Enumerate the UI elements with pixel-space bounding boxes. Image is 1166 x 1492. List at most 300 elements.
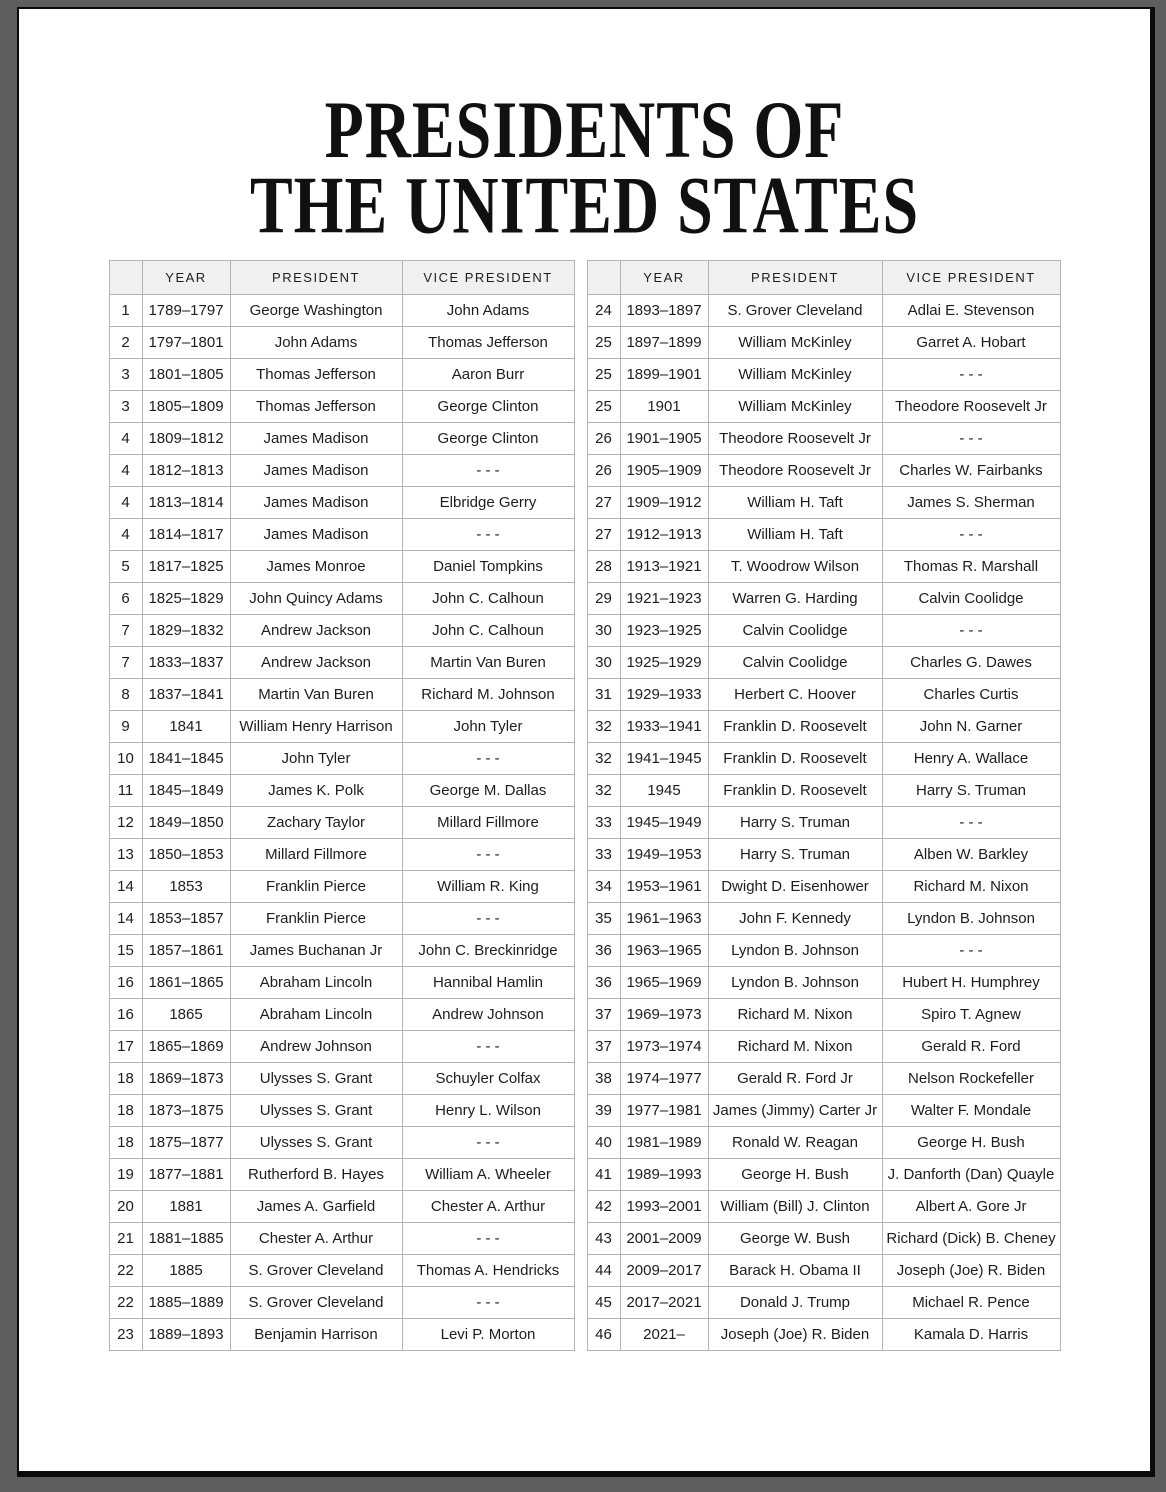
table-cell: 1805–1809 [142,390,230,422]
table-row [587,710,1060,742]
table-cell: 32 [587,710,620,742]
table-cell: Millard Fillmore [230,838,402,870]
table-cell: 25 [587,326,620,358]
table-cell: 7 [109,646,142,678]
table-cell: 1965–1969 [620,966,708,998]
table-cell: J. Danforth (Dan) Quayle [882,1158,1060,1190]
table-cell: Rutherford B. Hayes [230,1158,402,1190]
table-cell: Benjamin Harrison [230,1318,402,1350]
table-cell: - - - [402,1030,574,1062]
table-row [109,1190,574,1222]
table-cell: 33 [587,838,620,870]
table-cell: William H. Taft [708,486,882,518]
table-cell: George Clinton [402,390,574,422]
table-row [109,902,574,934]
table-cell: - - - [402,454,574,486]
table-cell: 9 [109,710,142,742]
table-cell: 12 [109,806,142,838]
table-cell: 1993–2001 [620,1190,708,1222]
table-cell: 2021– [620,1318,708,1350]
table-row [587,326,1060,358]
table-row [109,678,574,710]
table-cell: 1941–1945 [620,742,708,774]
table-row [587,966,1060,998]
table-row [109,870,574,902]
table-row [587,870,1060,902]
table-cell: 19 [109,1158,142,1190]
table-cell: James K. Polk [230,774,402,806]
table-cell: 1963–1965 [620,934,708,966]
table-cell: William R. King [402,870,574,902]
table-cell: 2017–2021 [620,1286,708,1318]
table-cell: 30 [587,614,620,646]
table-row [587,1222,1060,1254]
column-header [109,260,142,294]
table-cell: - - - [402,518,574,550]
table-cell: 1837–1841 [142,678,230,710]
table-row [587,1286,1060,1318]
table-cell: 45 [587,1286,620,1318]
table-cell: 18 [109,1062,142,1094]
table-cell: 41 [587,1158,620,1190]
table-row [109,1318,574,1350]
table-cell: Franklin D. Roosevelt [708,710,882,742]
table-cell: 33 [587,806,620,838]
table-cell: Lyndon B. Johnson [708,966,882,998]
table-cell: John Adams [230,326,402,358]
table-cell: - - - [402,1126,574,1158]
table-row [109,838,574,870]
table-cell: 1901 [620,390,708,422]
table-row [587,678,1060,710]
table-cell: Ulysses S. Grant [230,1062,402,1094]
table-cell: 5 [109,550,142,582]
table-row [109,710,574,742]
table-cell: George H. Bush [708,1158,882,1190]
table-cell: 1885 [142,1254,230,1286]
table-cell: Spiro T. Agnew [882,998,1060,1030]
column-header: YEAR [620,260,708,294]
table-cell: Ronald W. Reagan [708,1126,882,1158]
table-cell: James (Jimmy) Carter Jr [708,1094,882,1126]
table-row [109,1222,574,1254]
table-cell: 1873–1875 [142,1094,230,1126]
table-row [587,742,1060,774]
table-cell: 1989–1993 [620,1158,708,1190]
table-row [587,1318,1060,1350]
table-cell: Richard M. Nixon [708,1030,882,1062]
table-cell: George W. Bush [708,1222,882,1254]
table-cell: 1865 [142,998,230,1030]
table-cell: 23 [109,1318,142,1350]
table-row [587,358,1060,390]
table-cell: Hannibal Hamlin [402,966,574,998]
table-cell: 1921–1923 [620,582,708,614]
table-row [109,518,574,550]
table-cell: 13 [109,838,142,870]
table-cell: Theodore Roosevelt Jr [882,390,1060,422]
table-cell: 1973–1974 [620,1030,708,1062]
table-cell: Michael R. Pence [882,1286,1060,1318]
table-cell: Andrew Jackson [230,614,402,646]
table-cell: Nelson Rockefeller [882,1062,1060,1094]
table-cell: 1923–1925 [620,614,708,646]
table-cell: William (Bill) J. Clinton [708,1190,882,1222]
column-header: VICE PRESIDENT [402,260,574,294]
table-row [109,614,574,646]
table-cell: 1853–1857 [142,902,230,934]
table-cell: 1789–1797 [142,294,230,326]
table-cell: George Washington [230,294,402,326]
table-cell: - - - [402,1286,574,1318]
table-cell: George Clinton [402,422,574,454]
table-row [109,1286,574,1318]
table-cell: Harry S. Truman [708,838,882,870]
table-cell: 46 [587,1318,620,1350]
table-cell: Hubert H. Humphrey [882,966,1060,998]
table-row [587,1030,1060,1062]
table-cell: 16 [109,998,142,1030]
header-row [109,260,574,294]
table-cell: 1825–1829 [142,582,230,614]
table-row [109,742,574,774]
column-header: YEAR [142,260,230,294]
table-cell: 28 [587,550,620,582]
table-row [587,294,1060,326]
table-cell: 1929–1933 [620,678,708,710]
table-row [587,1062,1060,1094]
table-cell: 17 [109,1030,142,1062]
table-cell: 1841–1845 [142,742,230,774]
table-row [109,934,574,966]
table-cell: 7 [109,614,142,646]
table-row [109,422,574,454]
table-cell: 1885–1889 [142,1286,230,1318]
table-row [587,390,1060,422]
table-cell: 1925–1929 [620,646,708,678]
table-cell: Aaron Burr [402,358,574,390]
table-cell: 1861–1865 [142,966,230,998]
table-cell: - - - [882,806,1060,838]
table-cell: Daniel Tompkins [402,550,574,582]
table-row [109,294,574,326]
table-row [109,1254,574,1286]
table-cell: James A. Garfield [230,1190,402,1222]
table-cell: Martin Van Buren [230,678,402,710]
table-cell: 25 [587,358,620,390]
table-cell: 1949–1953 [620,838,708,870]
table-cell: Franklin D. Roosevelt [708,774,882,806]
table-row [109,646,574,678]
table-row [587,1126,1060,1158]
table-cell: 1812–1813 [142,454,230,486]
table-cell: 4 [109,422,142,454]
table-cell: - - - [882,422,1060,454]
table-row [587,1094,1060,1126]
table-cell: Charles Curtis [882,678,1060,710]
table-row [109,806,574,838]
table-cell: 1912–1913 [620,518,708,550]
title-line-2: THE UNITED STATES [249,159,920,251]
table-cell: 37 [587,1030,620,1062]
table-cell: 1981–1989 [620,1126,708,1158]
table-cell: 1797–1801 [142,326,230,358]
table-cell: 1945 [620,774,708,806]
table-cell: 1881–1885 [142,1222,230,1254]
table-cell: S. Grover Cleveland [230,1254,402,1286]
document-page [17,7,1155,1477]
table-cell: 1857–1861 [142,934,230,966]
table-cell: Albert A. Gore Jr [882,1190,1060,1222]
table-cell: 29 [587,582,620,614]
table-cell: - - - [882,358,1060,390]
table-cell: Walter F. Mondale [882,1094,1060,1126]
table-cell: 2 [109,326,142,358]
table-cell: Zachary Taylor [230,806,402,838]
table-cell: 1853 [142,870,230,902]
table-cell: 27 [587,486,620,518]
table-cell: John F. Kennedy [708,902,882,934]
table-row [109,454,574,486]
table-cell: 35 [587,902,620,934]
table-cell: 1969–1973 [620,998,708,1030]
column-header: PRESIDENT [230,260,402,294]
table-cell: 2001–2009 [620,1222,708,1254]
table-cell: James Monroe [230,550,402,582]
table-cell: Kamala D. Harris [882,1318,1060,1350]
table-cell: 1974–1977 [620,1062,708,1094]
table-cell: Lyndon B. Johnson [708,934,882,966]
table-row [587,1158,1060,1190]
table-cell: 42 [587,1190,620,1222]
table-cell: William A. Wheeler [402,1158,574,1190]
table-cell: Henry A. Wallace [882,742,1060,774]
table-cell: S. Grover Cleveland [230,1286,402,1318]
table-cell: 1945–1949 [620,806,708,838]
table-cell: 4 [109,486,142,518]
table-cell: John Tyler [402,710,574,742]
table-cell: Adlai E. Stevenson [882,294,1060,326]
table-cell: Thomas Jefferson [230,358,402,390]
table-cell: George H. Bush [882,1126,1060,1158]
table-cell: 1897–1899 [620,326,708,358]
table-cell: 1 [109,294,142,326]
table-cell: John Adams [402,294,574,326]
table-cell: 4 [109,454,142,486]
table-cell: Barack H. Obama II [708,1254,882,1286]
table-cell: George M. Dallas [402,774,574,806]
table-cell: William McKinley [708,358,882,390]
table-cell: 1953–1961 [620,870,708,902]
table-cell: 1817–1825 [142,550,230,582]
table-cell: Theodore Roosevelt Jr [708,454,882,486]
table-cell: James Madison [230,454,402,486]
table-cell: 1813–1814 [142,486,230,518]
header-row [587,260,1060,294]
table-row [587,518,1060,550]
table-cell: Harry S. Truman [882,774,1060,806]
table-cell: Gerald R. Ford Jr [708,1062,882,1094]
table-row [587,1254,1060,1286]
table-cell: Thomas Jefferson [230,390,402,422]
table-cell: 26 [587,454,620,486]
table-cell: 1905–1909 [620,454,708,486]
table-cell: 14 [109,870,142,902]
table-row [109,486,574,518]
table-cell: 11 [109,774,142,806]
table-cell: Calvin Coolidge [708,646,882,678]
page-title [19,84,1150,251]
table-cell: 14 [109,902,142,934]
table-cell: 34 [587,870,620,902]
presidents-table-left [109,260,575,1351]
table-cell: William H. Taft [708,518,882,550]
table-cell: Schuyler Colfax [402,1062,574,1094]
table-cell: Alben W. Barkley [882,838,1060,870]
table-cell: James Buchanan Jr [230,934,402,966]
table-cell: William McKinley [708,390,882,422]
table-cell: 27 [587,518,620,550]
table-cell: Andrew Johnson [402,998,574,1030]
table-cell: Richard M. Nixon [882,870,1060,902]
table-cell: John Quincy Adams [230,582,402,614]
table-cell: 36 [587,966,620,998]
table-cell: 32 [587,774,620,806]
table-cell: 1899–1901 [620,358,708,390]
column-header [587,260,620,294]
table-cell: 1829–1832 [142,614,230,646]
table-cell: Charles G. Dawes [882,646,1060,678]
table-cell: Harry S. Truman [708,806,882,838]
table-cell: 37 [587,998,620,1030]
table-cell: - - - [882,518,1060,550]
table-cell: 21 [109,1222,142,1254]
table-cell: 10 [109,742,142,774]
table-row [109,1158,574,1190]
table-cell: Lyndon B. Johnson [882,902,1060,934]
table-cell: 24 [587,294,620,326]
table-cell: William McKinley [708,326,882,358]
table-row [587,422,1060,454]
table-cell: Richard M. Johnson [402,678,574,710]
table-cell: 43 [587,1222,620,1254]
table-cell: James Madison [230,518,402,550]
table-row [109,1030,574,1062]
table-cell: 31 [587,678,620,710]
column-header: PRESIDENT [708,260,882,294]
table-row [587,998,1060,1030]
table-row [587,838,1060,870]
table-cell: 3 [109,390,142,422]
table-cell: 2009–2017 [620,1254,708,1286]
table-cell: Dwight D. Eisenhower [708,870,882,902]
table-cell: 3 [109,358,142,390]
table-cell: 18 [109,1126,142,1158]
table-cell: Joseph (Joe) R. Biden [882,1254,1060,1286]
table-cell: Levi P. Morton [402,1318,574,1350]
table-cell: Thomas R. Marshall [882,550,1060,582]
table-cell: 22 [109,1254,142,1286]
table-cell: 1893–1897 [620,294,708,326]
table-row [109,1094,574,1126]
table-cell: Abraham Lincoln [230,998,402,1030]
table-cell: Charles W. Fairbanks [882,454,1060,486]
table-cell: 18 [109,1094,142,1126]
table-row [109,1062,574,1094]
table-row [109,390,574,422]
table-cell: T. Woodrow Wilson [708,550,882,582]
table-cell: - - - [882,934,1060,966]
presidents-table-right [587,260,1061,1351]
table-cell: 1850–1853 [142,838,230,870]
table-cell: 1865–1869 [142,1030,230,1062]
table-cell: Richard (Dick) B. Cheney [882,1222,1060,1254]
table-cell: 32 [587,742,620,774]
table-cell: 26 [587,422,620,454]
table-cell: John Tyler [230,742,402,774]
table-cell: James Madison [230,486,402,518]
table-row [109,550,574,582]
table-cell: John C. Calhoun [402,582,574,614]
table-cell: John N. Garner [882,710,1060,742]
table-cell: 30 [587,646,620,678]
table-row [109,998,574,1030]
table-row [587,646,1060,678]
table-row [109,582,574,614]
table-cell: 1833–1837 [142,646,230,678]
table-cell: 22 [109,1286,142,1318]
table-row [109,358,574,390]
table-cell: Franklin Pierce [230,870,402,902]
table-cell: Thomas Jefferson [402,326,574,358]
tables-container [19,260,1150,1351]
table-cell: Herbert C. Hoover [708,678,882,710]
table-cell: 1841 [142,710,230,742]
table-cell: 20 [109,1190,142,1222]
table-cell: Andrew Jackson [230,646,402,678]
table-row [109,966,574,998]
table-cell: Garret A. Hobart [882,326,1060,358]
table-cell: 15 [109,934,142,966]
table-cell: Chester A. Arthur [230,1222,402,1254]
table-cell: Ulysses S. Grant [230,1094,402,1126]
table-cell: - - - [402,1222,574,1254]
table-cell: 4 [109,518,142,550]
table-cell: - - - [402,838,574,870]
table-cell: 39 [587,1094,620,1126]
table-cell: Elbridge Gerry [402,486,574,518]
table-cell: James S. Sherman [882,486,1060,518]
table-cell: Ulysses S. Grant [230,1126,402,1158]
table-row [109,326,574,358]
table-cell: Abraham Lincoln [230,966,402,998]
table-cell: Martin Van Buren [402,646,574,678]
table-cell: 1901–1905 [620,422,708,454]
table-row [109,1126,574,1158]
table-cell: 1809–1812 [142,422,230,454]
table-cell: 1913–1921 [620,550,708,582]
table-cell: - - - [402,742,574,774]
table-cell: 36 [587,934,620,966]
table-cell: S. Grover Cleveland [708,294,882,326]
table-cell: Calvin Coolidge [708,614,882,646]
table-cell: Thomas A. Hendricks [402,1254,574,1286]
table-cell: Franklin D. Roosevelt [708,742,882,774]
table-cell: 1961–1963 [620,902,708,934]
table-row [587,806,1060,838]
table-cell: 40 [587,1126,620,1158]
table-cell: 16 [109,966,142,998]
